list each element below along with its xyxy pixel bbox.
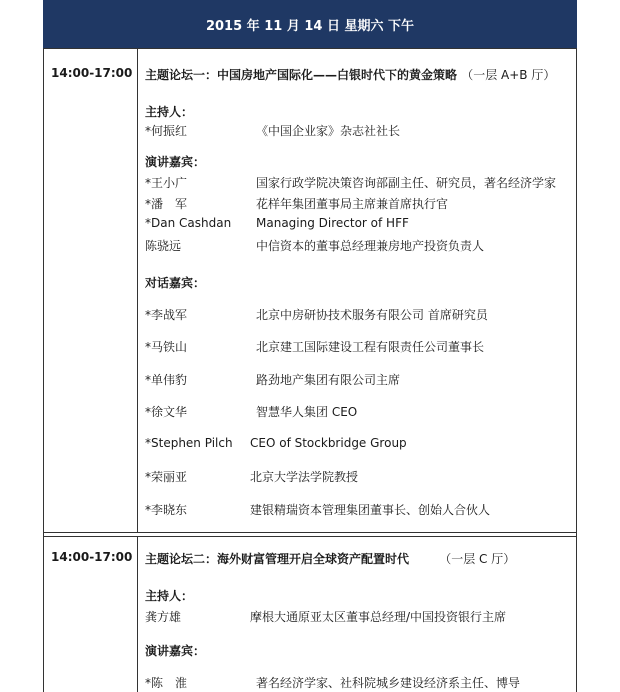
host-name: 龚方雄 — [145, 610, 182, 624]
dialogue-guest-name: *Stephen Pilch — [145, 436, 233, 450]
session-title — [145, 550, 515, 567]
row-divider — [43, 532, 577, 533]
dialogue-guest-title: 建银精瑞资本管理集团董事长、创始人合伙人 — [250, 503, 491, 517]
host-label: 主持人： — [145, 589, 194, 603]
dialogue-guest-name: *单伟豹 — [145, 373, 188, 387]
dialogue-guest-name: *荣丽亚 — [145, 470, 188, 484]
host-name: *何振红 — [145, 124, 188, 138]
dialogue-guest-name: *李晓东 — [145, 503, 188, 517]
host-label: 主持人： — [145, 105, 194, 119]
dialogue-guest-name: *徐文华 — [145, 405, 188, 419]
session-time: 14:00-17:00 — [51, 550, 133, 564]
session-time: 14:00-17:00 — [51, 66, 133, 80]
speaker-name: 陈骁远 — [145, 239, 182, 253]
speaker-title: 花样年集团董事局主席兼首席执行官 — [256, 197, 449, 211]
dialogue-guest-title: 路劲地产集团有限公司主席 — [256, 373, 401, 387]
host-title: 摩根大通原亚太区董事总经理/中国投资银行主席 — [250, 610, 507, 624]
speakers-label: 演讲嘉宾： — [145, 644, 206, 658]
row-divider — [43, 536, 577, 537]
dialogue-guest-title: 北京建工国际建设工程有限责任公司董事长 — [256, 340, 485, 354]
speaker-name: *Dan Cashdan — [145, 216, 232, 230]
session-title-text: 主题论坛一：中国房地产国际化——白银时代下的黄金策略 — [145, 68, 458, 82]
speaker-title: 著名经济学家、社科院城乡建设经济系主任、博导 — [256, 676, 521, 690]
session-location: （一层 A+B 厅） — [461, 68, 556, 82]
speakers-label: 演讲嘉宾： — [145, 155, 206, 169]
speaker-name: *潘 军 — [145, 197, 188, 211]
dialogue-label: 对话嘉宾： — [145, 276, 206, 290]
speaker-title: 国家行政学院决策咨询部副主任、研究员，著名经济学家 — [256, 176, 557, 190]
speaker-name: *陈 淮 — [145, 676, 188, 690]
column-divider — [137, 48, 138, 532]
dialogue-guest-title: 北京大学法学院教授 — [250, 470, 359, 484]
speaker-name: *王小广 — [145, 176, 188, 190]
session-title — [145, 66, 555, 83]
date-header: 2015 年 11 月 14 日 星期六 下午 — [43, 0, 577, 48]
dialogue-guest-name: *马铁山 — [145, 340, 188, 354]
session-location: （一层 C 厅） — [439, 552, 516, 566]
speaker-title: Managing Director of HFF — [256, 216, 409, 230]
dialogue-guest-name: *李战军 — [145, 308, 188, 322]
column-divider — [137, 536, 138, 692]
speaker-title: 中信资本的董事总经理兼房地产投资负责人 — [256, 239, 485, 253]
session-title-text: 主题论坛二：海外财富管理开启全球资产配置时代 — [145, 552, 410, 566]
dialogue-guest-title: CEO of Stockbridge Group — [250, 436, 407, 450]
host-title: 《中国企业家》杂志社社长 — [256, 124, 401, 138]
row-divider — [43, 48, 577, 49]
dialogue-guest-title: 智慧华人集团 CEO — [256, 405, 358, 419]
dialogue-guest-title: 北京中房研协技术服务有限公司 首席研究员 — [256, 308, 488, 322]
